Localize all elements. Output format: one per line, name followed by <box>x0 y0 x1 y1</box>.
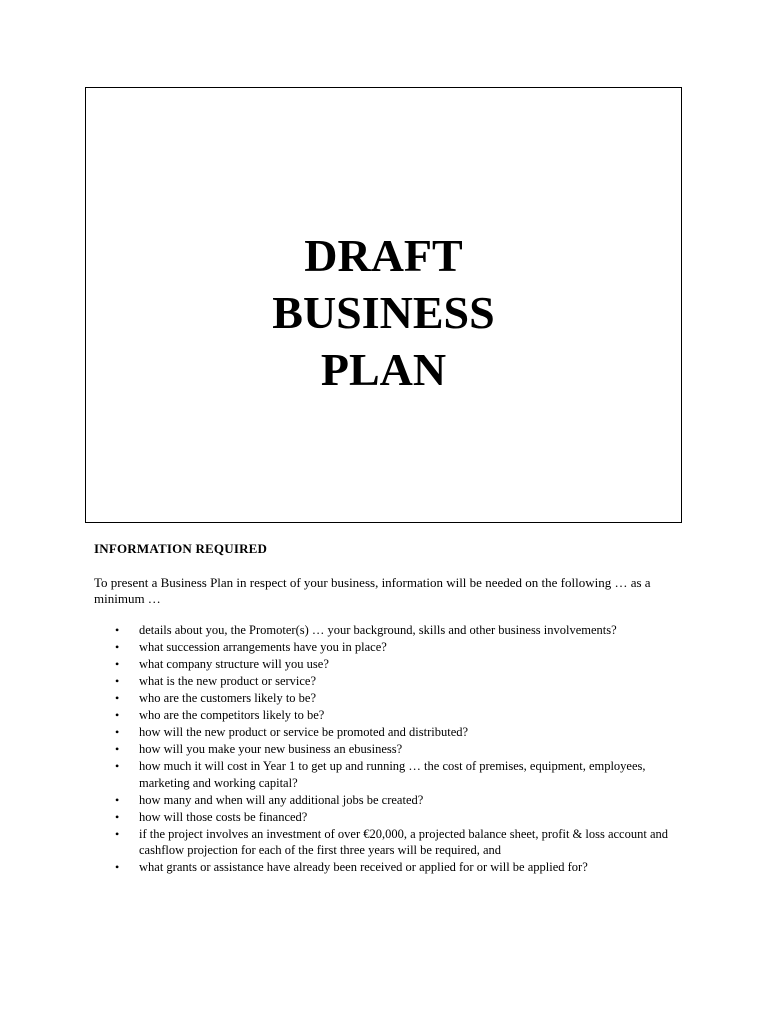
bullet-icon: • <box>115 674 120 688</box>
list-item <box>94 707 674 724</box>
cover-title-box <box>85 87 682 523</box>
title-line-draft: DRAFT <box>304 230 463 281</box>
list-item <box>94 758 674 791</box>
list-item-text: what is the new product or service? <box>139 674 317 688</box>
requirements-list <box>94 622 674 876</box>
bullet-icon: • <box>115 826 120 841</box>
bullet-icon: • <box>115 759 120 773</box>
list-item <box>94 859 674 876</box>
list-item-text: what grants or assistance have already been received or applied for or will be applied for? <box>139 860 588 874</box>
bullet-icon: • <box>115 742 120 756</box>
bullet-icon: • <box>115 792 120 807</box>
list-item <box>94 622 674 639</box>
document-title <box>86 227 681 398</box>
list-item-text: what succession arrangements have you in place? <box>139 640 387 654</box>
bullet-icon: • <box>115 809 120 824</box>
list-item <box>94 690 674 707</box>
bullet-icon: • <box>115 860 120 874</box>
list-item-text: how many and when will any additional jobs be created? <box>139 792 424 807</box>
list-item-text: details about you, the Promoter(s) … your background, skills and other business involvements? <box>139 623 617 637</box>
list-item-text: how will the new product or service be promoted and distributed? <box>139 725 469 739</box>
bullet-icon: • <box>115 623 120 637</box>
bullet-icon: • <box>115 691 120 705</box>
list-item <box>94 809 674 826</box>
list-item-text: what company structure will you use? <box>139 657 329 671</box>
list-item-text: who are the competitors likely to be? <box>139 708 325 722</box>
list-item <box>94 673 674 690</box>
list-item <box>94 792 674 809</box>
list-item-text: how will those costs be financed? <box>139 809 308 824</box>
title-line-plan: PLAN <box>320 344 447 395</box>
list-item <box>94 639 674 656</box>
list-item <box>94 826 674 859</box>
bullet-icon: • <box>115 640 120 654</box>
list-item <box>94 724 674 741</box>
list-item-text: how will you make your new business an ebusiness? <box>139 742 403 756</box>
bullet-icon: • <box>115 708 120 722</box>
list-item-text: how much it will cost in Year 1 to get up and running … the cost of premises, equipment, employees, marketing and working capital? <box>139 759 646 790</box>
bullet-icon: • <box>115 725 120 739</box>
intro-paragraph: To present a Business Plan in respect of your business, information will be needed on the following … as a minimum … <box>94 575 651 606</box>
list-item <box>94 741 674 758</box>
list-item <box>94 656 674 673</box>
bullet-icon: • <box>115 657 120 671</box>
section-heading: INFORMATION REQUIRED <box>94 541 268 556</box>
list-item-text: if the project involves an investment of over €20,000, a projected balance sheet, profit & loss account and cashflow projection for each of the first three years will be required, and <box>139 826 669 857</box>
title-line-business: BUSINESS <box>272 287 495 338</box>
list-item-text: who are the customers likely to be? <box>139 691 317 705</box>
